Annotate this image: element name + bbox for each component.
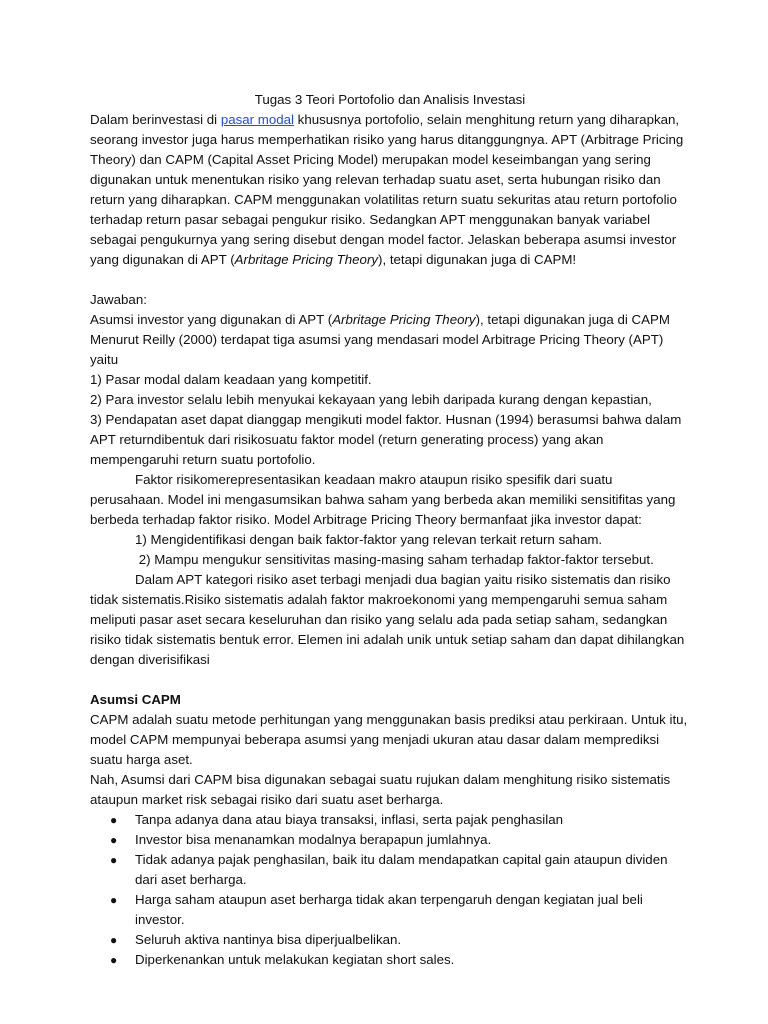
list-item (90, 850, 690, 890)
list-item-text: Harga saham ataupun aset berharga tidak akan terpengaruh dengan kegiatan jual beli investor. (135, 892, 643, 927)
bullet-icon: ● (110, 833, 118, 847)
capm-heading: Asumsi CAPM (90, 692, 181, 707)
factor-paragraph: Faktor risikomerepresentasikan keadaan makro ataupun risiko spesifik dari suatu perusahaan. Model ini mengasumsikan bahwa saham yang berbeda akan memiliki sensitifitas yang berbeda terhadap faktor risiko. Model Arbitrage Pricing Theory bermanfaat jika investor dapat: (90, 472, 676, 527)
assumption-point: 1) Pasar modal dalam keadaan yang kompetitif. (90, 372, 372, 387)
answer-line-1-after: ), tetapi digunakan juga di CAPM (475, 312, 670, 327)
list-item-text: Seluruh aktiva nantinya bisa diperjualbelikan. (135, 932, 402, 947)
answer-line-2: Menurut Reilly (2000) terdapat tiga asumsi yang mendasari model Arbitrage Pricing Theory (APT) yaitu (90, 332, 664, 367)
capm-bullet-list (90, 810, 690, 970)
bullet-icon: ● (110, 893, 118, 907)
answer-label: Jawaban: (90, 292, 147, 307)
document-title: Tugas 3 Teori Portofolio dan Analisis Investasi (254, 92, 526, 107)
capm-paragraph-1: CAPM adalah suatu metode perhitungan yang menggunakan basis prediksi atau perkiraan. Untuk itu, model CAPM mempunyai beberapa asumsi yang menjadi ukuran atau dasar dalam memprediksi suatu harga aset. (90, 712, 688, 767)
document-page (90, 90, 690, 970)
list-item (90, 930, 690, 950)
assumption-point: 2) Para investor selalu lebih menyukai kekayaan yang lebih daripada kurang dengan kepastian, (90, 392, 652, 407)
list-item-text: Investor bisa menanamkan modalnya berapapun jumlahnya. (135, 832, 492, 847)
answer-line-1 (90, 310, 690, 330)
intro-text-before-link: Dalam berinvestasi di (90, 112, 221, 127)
list-item (90, 890, 690, 930)
intro-text-end: ), tetapi digunakan juga di CAPM! (378, 252, 577, 267)
pasar-modal-link[interactable]: pasar modal (220, 112, 294, 127)
spacer (90, 270, 690, 290)
answer-line-1-before: Asumsi investor yang digunakan di APT ( (90, 312, 333, 327)
capm-paragraph-2: Nah, Asumsi dari CAPM bisa digunakan sebagai suatu rujukan dalam menghitung risiko sistematis ataupun market risk sebagai risiko dari suatu aset berharga. (90, 772, 671, 807)
list-item (90, 950, 690, 970)
list-item-text: Tidak adanya pajak penghasilan, baik itu dalam mendapatkan capital gain ataupun dividen dari aset berharga. (135, 852, 668, 887)
benefit-item: 2) Mampu mengukur sensitivitas masing-masing saham terhadap faktor-faktor tersebut. (135, 552, 654, 567)
benefit-item: 1) Mengidentifikasi dengan baik faktor-faktor yang relevan terkait return saham. (135, 532, 603, 547)
bullet-icon: ● (110, 933, 118, 947)
list-item (90, 830, 690, 850)
risk-paragraph: Dalam APT kategori risiko aset terbagi menjadi dua bagian yaitu risiko sistematis dan risiko tidak sistematis.Risiko sistematis adalah faktor makroekonomi yang mempengaruhi semua saham meliputi pasar aset secara keseluruhan dan risiko yang selalu ada pada setiap saham, sedangkan risiko tidak sistematis bentuk error. Elemen ini adalah unik untuk setiap saham dan dapat dihilangkan dengan diverisifikasi (90, 572, 685, 667)
bullet-icon: ● (110, 853, 118, 867)
intro-paragraph (90, 110, 690, 270)
intro-text-after-link: khususnya portofolio, selain menghitung return yang diharapkan, seorang investor juga harus memperhatikan risiko yang harus ditanggungnya. APT (Arbitrage Pricing Theory) dan CAPM (Capital Asset Pricing Model) merupakan model keseimbangan yang sering digunakan untuk menentukan risiko yang relevan terhadap suatu aset, serta hubungan risiko dan return yang diharapkan. CAPM menggunakan volatilitas return suatu sekuritas atau return portofolio terhadap return pasar sebagai pengukur risiko. Sedangkan APT menggunakan banyak variabel sebagai pengukurnya yang sering disebut dengan model factor. Jelaskan beberapa asumsi investor yang digunakan di APT ( (90, 112, 684, 267)
list-item-text: Tanpa adanya dana atau biaya transaksi, inflasi, serta pajak penghasilan (135, 812, 564, 827)
intro-italic-term: Arbritage Pricing Theory (234, 252, 379, 267)
list-item-text: Diperkenankan untuk melakukan kegiatan short sales. (135, 952, 455, 967)
bullet-icon: ● (110, 813, 118, 827)
assumption-point: 3) Pendapatan aset dapat dianggap mengikuti model faktor. Husnan (1994) berasumsi bahwa dalam APT returndibentuk dari risikosuatu faktor model (return generating process) yang akan mempengaruhi return suatu portofolio. (90, 412, 682, 467)
spacer (90, 670, 690, 690)
list-item (90, 810, 690, 830)
bullet-icon: ● (110, 953, 118, 967)
answer-line-1-italic: Arbritage Pricing Theory (332, 312, 476, 327)
